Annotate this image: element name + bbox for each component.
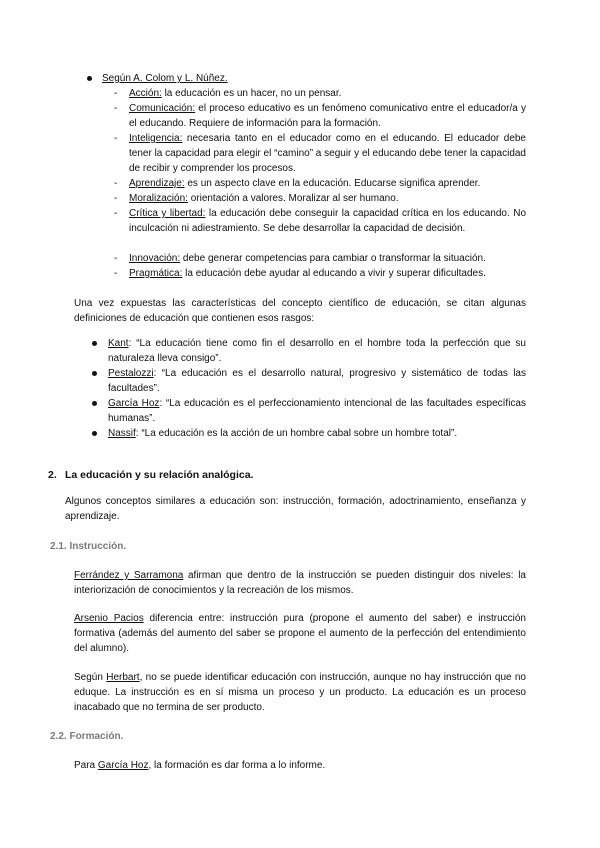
dash-icon: -: [114, 208, 118, 219]
colom-item: Inteligencia: necesaria tanto en el educador como en el educando. El educador debe tener la capacidad para elegir el “camino” a seguir y el educando debe tener la capacidad de recibir y comprender los procesos.: [129, 133, 526, 174]
bullet-icon: [92, 401, 97, 406]
colom-item: Acción: la educación es un hacer, no un pensar.: [129, 88, 342, 99]
intro-paragraph: Una vez expuestas las características del concepto científico de educación, se citan algunas definiciones de educación que contienen esos rasgos:: [74, 298, 526, 324]
definition-item: Pestalozzi: “La educación es el desarrollo natural, progresivo y sistemático de todas las facultades”.: [108, 368, 526, 394]
colom-item: Crítica y libertad: la educación debe conseguir la capacidad crítica en los educando. No inculcación ni adiestramiento. Se debe desarrollar la capacidad de decisión.: [129, 208, 527, 234]
dash-icon: -: [114, 268, 118, 279]
definition-item: Nassif: “La educación es la acción de un hombre cabal sobre un hombre total”.: [108, 428, 458, 439]
colom-item: Pragmática: la educación debe ayudar al educando a vivir y superar dificultades.: [129, 268, 486, 279]
colom-item: Innovación: debe generar competencias para cambiar o transformar la situación.: [129, 253, 486, 264]
dash-icon: -: [114, 88, 118, 99]
section-title: La educación y su relación analógica.: [65, 469, 254, 481]
definition-item: García Hoz: “La educación es el perfeccionamiento intencional de las facultades específicas humanas”.: [108, 398, 526, 424]
formacion-paragraph: Para García Hoz, la formación es dar forma a lo informe.: [74, 760, 326, 771]
colom-item: Moralización: orientación a valores. Moralizar al ser humano.: [129, 193, 399, 204]
dash-icon: -: [114, 133, 118, 144]
section-number: 2.: [48, 469, 57, 481]
bullet-icon: [92, 341, 97, 346]
bullet-icon: [92, 371, 97, 376]
dash-icon: -: [114, 178, 118, 189]
dash-icon: -: [114, 193, 118, 204]
subsection-title: 2.1. Instrucción.: [50, 541, 127, 552]
instruccion-paragraph: Ferrández y Sarramona afirman que dentro de la instrucción se pueden distinguir dos niveles: la interiorización de conocimientos y la recreación de los mismos.: [74, 570, 526, 596]
dash-icon: -: [114, 103, 118, 114]
colom-title: Según A. Colom y L. Núñez.: [102, 73, 228, 84]
section2-paragraph: Algunos conceptos similares a educación son: instrucción, formación, adoctrinamiento, enseñanza y aprendizaje.: [65, 496, 526, 522]
subsection-title: 2.2. Formación.: [50, 731, 124, 742]
dash-icon: -: [114, 253, 118, 264]
bullet-icon: [92, 431, 97, 436]
instruccion-paragraph: Arsenio Pacios diferencia entre: instrucción pura (propone el aumento del saber) e instrucción formativa (además del aumento del saber se propone el aumento de la perfección del entendimiento del alumno).: [74, 613, 526, 654]
bullet-icon: [87, 76, 92, 81]
definition-item: Kant: “La educación tiene como fin el desarrollo en el hombre toda la perfección que su naturaleza lleva consigo”.: [108, 338, 526, 364]
colom-item: Comunicación: el proceso educativo es un fenómeno comunicativo entre el educador/a y el educando. Requiere de información para la formación.: [129, 103, 526, 129]
instruccion-paragraph: Según Herbart, no se puede identificar educación con instrucción, aunque no hay instrucción que no eduque. La instrucción es en sí misma un proceso y un producto. La educación es un proceso inacabado que no termina de ser producto.: [74, 672, 526, 713]
colom-item: Aprendizaje: es un aspecto clave en la educación. Educarse significa aprender.: [129, 178, 481, 189]
